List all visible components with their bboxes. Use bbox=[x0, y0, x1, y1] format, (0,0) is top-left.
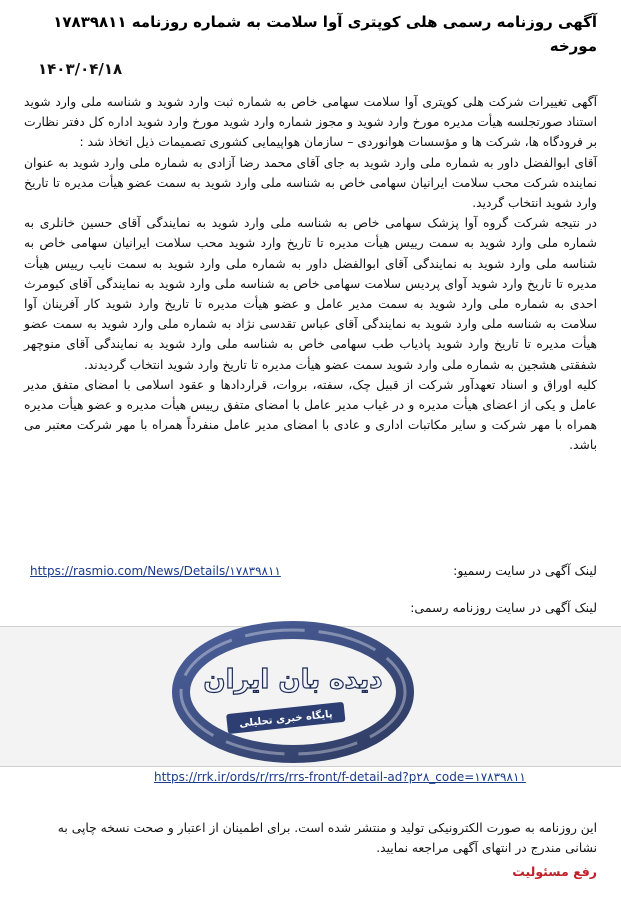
notice-section bbox=[24, 0, 597, 456]
watermark-tagline: پایگاه خبری تحلیلی bbox=[238, 709, 334, 730]
disclaimer-heading: رفع مسئولیت bbox=[512, 864, 597, 879]
watermark-logo bbox=[165, 610, 425, 780]
rasmio-link-row bbox=[30, 563, 597, 578]
notice-paragraph: آقای ابوالفضل داور به شماره ملی وارد شوید به جای آقای محمد رضا آزادی به شماره ملی وارد شوید به عنوان نماینده شرکت محب سلامت ایرانیان سهامی خاص به شناسه ملی وارد شوید به سمت عضو هیأت مدیره تا تاریخ وارد شوید انتخاب گردید. bbox=[24, 155, 597, 211]
notice-paragraph: آگهی تغییرات شرکت هلی کوپتری آوا سلامت سهامی خاص به شماره ثبت وارد شوید و شناسه ملی وارد شوید استناد صورتجلسه هیأت مدیره مورخ وارد شوید و مجوز شماره وارد شوید مورخ وارد شوید اداره کل دفتر نظارت بر فرودگاه ها، شرکت ها و مؤسسات هوانوردی – سازمان هواپیمایی کشوری تصمیمات ذیل اتخاذ شد : bbox=[24, 95, 597, 150]
electronic-note: این روزنامه به صورت الکترونیکی تولید و منتشر شده است. برای اطمینان از اعتبار و صحت نسخه چاپی به نشانی مندرج در انتهای آگهی مراجعه نمایید. bbox=[57, 821, 597, 855]
rasmio-link-label: لینک آگهی در سایت رسمیو: bbox=[453, 563, 597, 578]
notice-paragraph: کلیه اوراق و اسناد تعهدآور شرکت از قبیل چک، سفته، بروات، قراردادها و عقود اسلامی با امضای متفق مدیر عامل و یکی از اعضای هیأت مدیره و در غیاب مدیر عامل با امضای متفق رییس هیأت مدیره و عضو هیأت مدیره همراه با مهر شرکت و سایر مکاتبات اداری و عادی با امضای مدیر عامل منفرداً همراه با مهر شرکت معتبر می باشد. bbox=[24, 377, 597, 453]
notice-date: ۱۴۰۳/۰۴/۱۸ bbox=[38, 60, 123, 78]
notice-paragraph: در نتیجه شرکت گروه آوا پزشک سهامی خاص به شناسه ملی وارد شوید به نمایندگی آقای حسین خانلری به شماره ملی وارد شوید به سمت رییس هیأت مدیره تا تاریخ وارد شوید محب سلامت ایرانیان سهامی خاص به شناسه ملی وارد شوید به نمایندگی آقای ابوالفضل داور به شماره ملی وارد شوید به سمت نایب رییس هیأت مدیره تا تاریخ وارد شوید آوای پردیس سلامت سهامی خاص به شناسه ملی وارد شوید به نمایندگی آقای کیومرث احدی به شماره ملی وارد شوید به سمت مدیر عامل و عضو هیأت مدیره تا تاریخ وارد شوید کار آفرینان آوا سلامت به شناسه ملی وارد شوید به نمایندگی آقای عباس تقدسی نژاد به شماره ملی وارد شوید به سمت عضو هیأت مدیره تا تاریخ وارد شوید پادیاب طب سهامی خاص به شناسه ملی وارد شوید به نمایندگی آقای منوچهر شفقتی هشجین به شماره ملی وارد شوید سمت عضو هیأت مدیره تا تاریخ وارد شوید انتخاب گردیدند. bbox=[24, 216, 597, 372]
watermark-name: دیده بان ایران bbox=[203, 665, 383, 695]
notice-body bbox=[24, 92, 597, 456]
gazette-link-label: لینک آگهی در سایت روزنامه رسمی: bbox=[410, 600, 597, 615]
notice-title: آگهی روزنامه رسمی هلی کوپتری آوا سلامت به شماره روزنامه ۱۷۸۳۹۸۱۱ مورخه bbox=[53, 13, 597, 55]
rasmio-link[interactable]: https://rasmio.com/News/Details/۱۷۸۳۹۸۱۱ bbox=[30, 563, 281, 578]
gazette-link[interactable]: https://rrk.ir/ords/r/rrs/rrs-front/f-detail-ad?p۲۸_code=۱۷۸۳۹۸۱۱ bbox=[154, 770, 526, 784]
footer-section bbox=[24, 770, 597, 879]
